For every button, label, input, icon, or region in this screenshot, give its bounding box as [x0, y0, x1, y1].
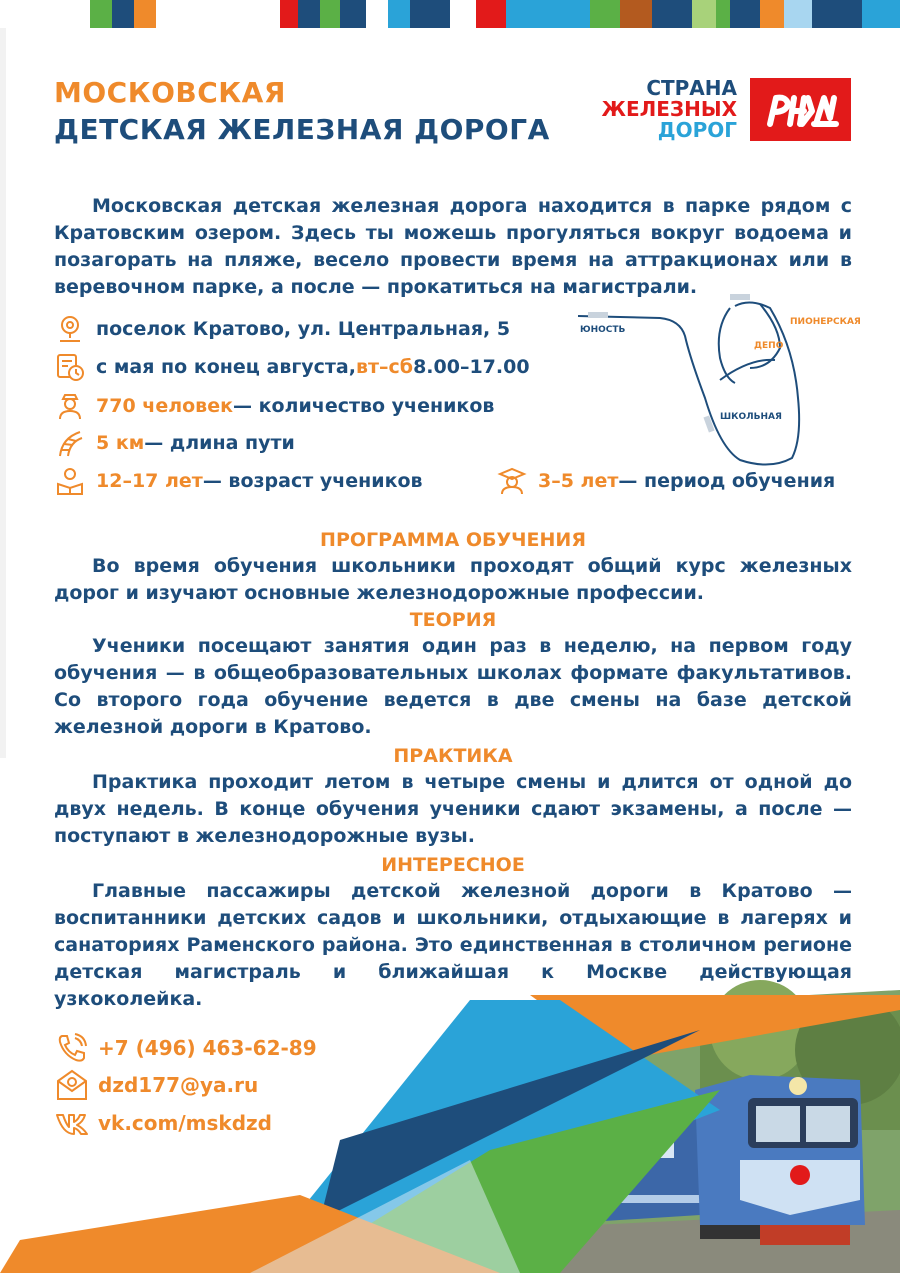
section-text: Главные пассажиры детской железной дороги в Кратово — воспитанники детских садов и школьники, отдыхающие в лагерях и санаториях Раменского района. Это единственная в столичном регионе детская магистраль и ближайшая к Москве действующая узкоколейка.	[54, 880, 852, 1010]
logo-line-2: ЖЕЛЕЗНЫХ	[601, 97, 737, 121]
students-text: — количество учеников	[232, 395, 495, 417]
section-heading: ТЕОРИЯ	[409, 609, 497, 631]
section-text: Во время обучения школьники проходят общий курс железных дорог и изучают основные железнодорожные профессии.	[54, 555, 852, 604]
section-heading: ПРОГРАММА ОБУЧЕНИЯ	[320, 529, 586, 551]
length-number: 5 км	[96, 432, 145, 454]
email-icon	[54, 1069, 90, 1101]
section-practice	[54, 744, 852, 850]
station-label-shkolnaya: ШКОЛЬНАЯ	[720, 412, 782, 422]
title-line-2: ДЕТСКАЯ ЖЕЛЕЗНАЯ ДОРОГА	[54, 113, 550, 146]
section-heading: ИНТЕРЕСНОЕ	[381, 854, 525, 876]
phone-text[interactable]: +7 (496) 463-62-89	[98, 1036, 317, 1060]
vk-icon	[54, 1107, 90, 1139]
schedule-hours: 8.00–17.00	[413, 356, 530, 378]
intro-paragraph: Московская детская железная дорога находится в парке рядом с Кратовским озером. Здесь ты можешь прогуляться вокруг водоема и позагорать на пляже, весело провести время на аттракционах или в веревочном парке, а после — прокатиться на магистрали.	[54, 195, 852, 298]
section-interesting	[54, 853, 852, 1013]
conductor-person-icon	[54, 391, 86, 421]
location-pin-icon	[54, 314, 86, 344]
fact-students	[54, 391, 494, 421]
student-reading-icon	[54, 466, 86, 496]
rzd-logo-icon	[750, 78, 851, 141]
title-line-1: МОСКОВСКАЯ	[54, 76, 286, 109]
contact-vk[interactable]	[54, 1107, 272, 1139]
length-text: — длина пути	[144, 432, 295, 454]
fact-length	[54, 428, 295, 458]
age-text: — возраст учеников	[202, 470, 423, 492]
section-program	[54, 528, 852, 607]
fact-age	[54, 466, 423, 496]
section-heading: ПРАКТИКА	[393, 745, 513, 767]
period-number: 3–5 лет	[538, 470, 619, 492]
vk-text[interactable]: vk.com/mskdzd	[98, 1111, 272, 1135]
section-text: Ученики посещают занятия один раз в неделю, на первом году обучения — в общеобразовательных школах формате факультативов. Со второго года обучение ведется в две смены на базе детской железной дороги в Кратово.	[54, 635, 852, 738]
calendar-clock-icon	[54, 352, 86, 382]
graduate-cap-icon	[496, 466, 528, 496]
period-text: — период обучения	[618, 470, 836, 492]
page-title	[54, 74, 550, 148]
phone-icon	[54, 1032, 90, 1064]
contact-email[interactable]	[54, 1069, 258, 1101]
schedule-days: вт–сб	[355, 356, 414, 378]
logo-line-1: СТРАНА	[646, 76, 737, 100]
students-number: 770 человек	[96, 395, 233, 417]
station-label-pionerskaya: ПИОНЕРСКАЯ	[790, 317, 861, 327]
route-map	[570, 288, 870, 478]
schedule-pre: с мая по конец августа,	[96, 356, 356, 378]
brand-logo-text	[590, 78, 737, 141]
age-number: 12–17 лет	[96, 470, 203, 492]
fact-schedule	[54, 352, 530, 382]
station-label-depo: ДЕПО	[754, 341, 784, 351]
address-text: поселок Кратово, ул. Центральная, 5	[96, 318, 511, 340]
fact-address	[54, 314, 510, 344]
railway-track-icon	[54, 428, 86, 458]
logo-line-3: ДОРОГ	[657, 118, 737, 142]
email-text[interactable]: dzd177@ya.ru	[98, 1073, 259, 1097]
section-theory	[54, 608, 852, 741]
section-text: Практика проходит летом в четыре смены и длится от одной до двух недель. В конце обучения ученики сдают экзамены, а после — поступают в железнодорожные вузы.	[54, 771, 852, 847]
station-label-yunost: ЮНОСТЬ	[580, 325, 626, 335]
contact-phone[interactable]	[54, 1032, 317, 1064]
